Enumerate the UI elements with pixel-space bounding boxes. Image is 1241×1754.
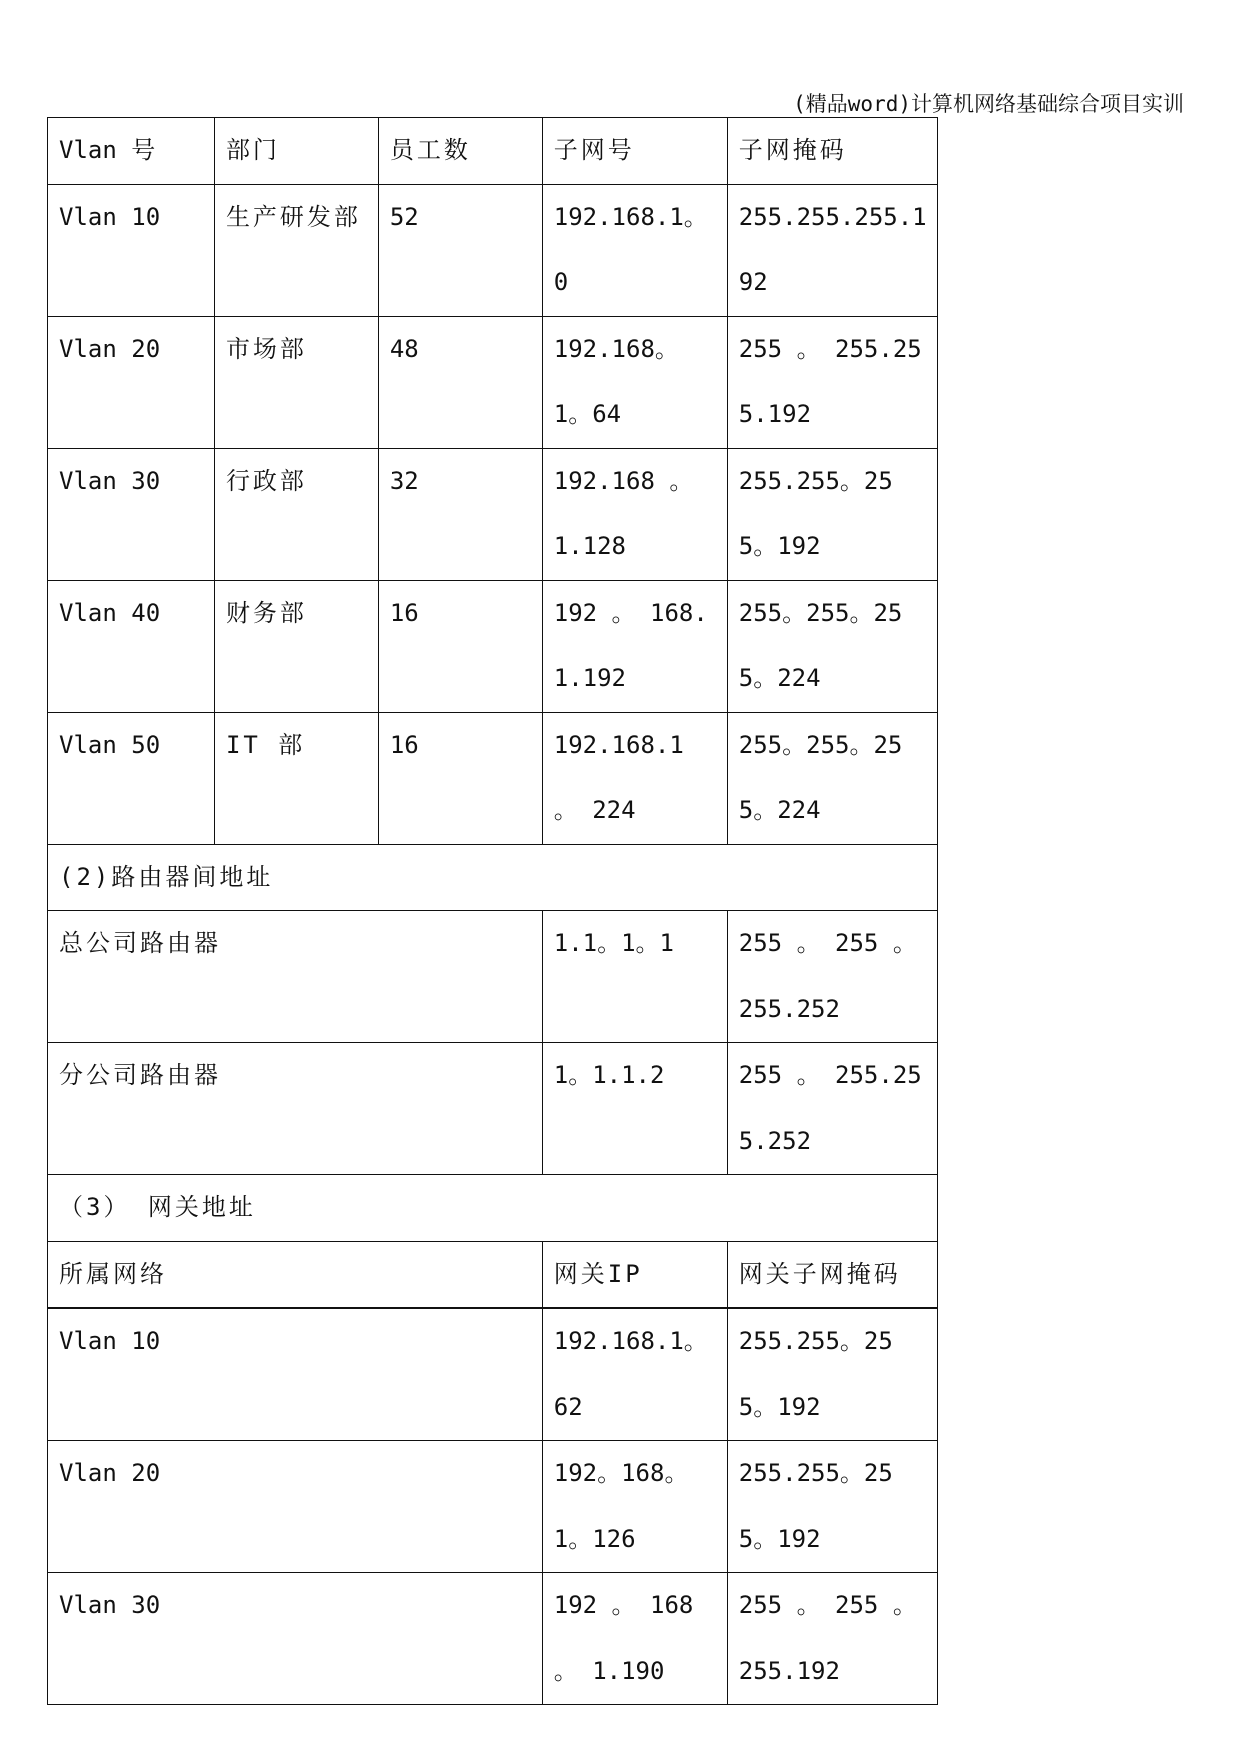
subnet-mask-cell: 255。255。255。224 [727, 580, 937, 712]
header-cell-subnet: 子网号 [542, 118, 727, 185]
table-row [48, 911, 938, 1043]
table-row [48, 184, 938, 316]
table-row [48, 316, 938, 448]
staff-count-cell: 32 [378, 448, 542, 580]
subnet-cell: 192.168。1。64 [542, 316, 727, 448]
network-cell: Vlan 20 [48, 1441, 543, 1573]
header-cell-vlan: Vlan 号 [48, 118, 215, 185]
staff-count-cell: 48 [378, 316, 542, 448]
network-cell: Vlan 30 [48, 1573, 543, 1705]
staff-count-cell: 16 [378, 580, 542, 712]
table-row [48, 1573, 938, 1705]
subnet-cell: 192.168 。 1.128 [542, 448, 727, 580]
gateway-mask-cell: 255 。 255 。 255.192 [727, 1573, 937, 1705]
section-row [48, 844, 938, 911]
department-cell: 市场部 [214, 316, 378, 448]
router-name-cell: 分公司路由器 [48, 1043, 543, 1175]
table-row [48, 1043, 938, 1175]
header-cell-department: 部门 [214, 118, 378, 185]
staff-count-cell: 16 [378, 712, 542, 844]
network-address-table [47, 117, 938, 1705]
gateway-mask-cell: 255.255。255。192 [727, 1308, 937, 1441]
vlan-cell: Vlan 10 [48, 184, 215, 316]
network-cell: Vlan 10 [48, 1308, 543, 1441]
table-row [48, 712, 938, 844]
header-cell-subnet-mask: 子网掩码 [727, 118, 937, 185]
page-header: (精品word)计算机网络基础综合项目实训 [793, 92, 1184, 116]
gateway-mask-cell: 255.255。255。192 [727, 1441, 937, 1573]
header-cell-gateway-mask: 网关子网掩码 [727, 1241, 937, 1308]
table-row [48, 580, 938, 712]
gateway-ip-cell: 192。168。1。126 [542, 1441, 727, 1573]
subnet-mask-cell: 255。255。255。224 [727, 712, 937, 844]
staff-count-cell: 52 [378, 184, 542, 316]
table-row [48, 448, 938, 580]
vlan-cell: Vlan 40 [48, 580, 215, 712]
table-row [48, 1441, 938, 1573]
header-cell-network: 所属网络 [48, 1241, 543, 1308]
gateway-section-title: （3） 网关地址 [48, 1175, 938, 1242]
vlan-cell: Vlan 50 [48, 712, 215, 844]
router-mask-cell: 255 。 255.255.252 [727, 1043, 937, 1175]
subnet-mask-cell: 255.255.255.192 [727, 184, 937, 316]
subnet-cell: 192.168.1 。 224 [542, 712, 727, 844]
subnet-cell: 192.168.1。0 [542, 184, 727, 316]
router-name-cell: 总公司路由器 [48, 911, 543, 1043]
router-mask-cell: 255 。 255 。 255.252 [727, 911, 937, 1043]
section-row [48, 1175, 938, 1242]
gateway-ip-cell: 192.168.1。62 [542, 1308, 727, 1441]
router-ip-cell: 1。1.1.2 [542, 1043, 727, 1175]
department-cell: 行政部 [214, 448, 378, 580]
gateway-header-row [48, 1241, 938, 1308]
vlan-table-header-row [48, 118, 938, 185]
table-row [48, 1308, 938, 1441]
router-section-title: (2)路由器间地址 [48, 844, 938, 911]
department-cell: IT 部 [214, 712, 378, 844]
subnet-cell: 192 。 168.1.192 [542, 580, 727, 712]
department-cell: 财务部 [214, 580, 378, 712]
subnet-mask-cell: 255 。 255.255.192 [727, 316, 937, 448]
department-cell: 生产研发部 [214, 184, 378, 316]
router-ip-cell: 1.1。1。1 [542, 911, 727, 1043]
gateway-ip-cell: 192 。 168 。 1.190 [542, 1573, 727, 1705]
vlan-cell: Vlan 20 [48, 316, 215, 448]
header-cell-gateway-ip: 网关IP [542, 1241, 727, 1308]
subnet-mask-cell: 255.255。255。192 [727, 448, 937, 580]
header-cell-staff-count: 员工数 [378, 118, 542, 185]
vlan-cell: Vlan 30 [48, 448, 215, 580]
